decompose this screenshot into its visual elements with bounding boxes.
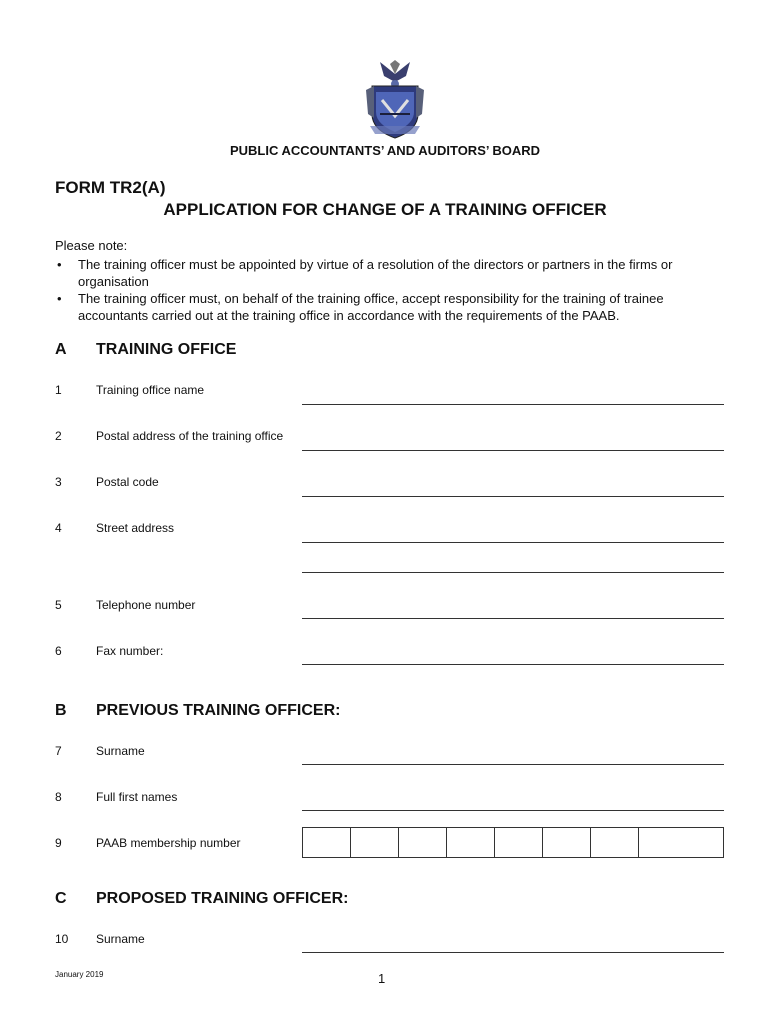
item-5-label: Telephone number <box>96 598 196 612</box>
section-c-letter: C <box>55 890 67 907</box>
item-9-label: PAAB membership number <box>96 836 241 850</box>
membership-digit-box[interactable] <box>399 828 447 857</box>
page-number: 1 <box>378 971 386 986</box>
postal-address-field[interactable] <box>302 450 724 451</box>
note-bullet <box>55 256 695 290</box>
form-title: APPLICATION FOR CHANGE OF A TRAINING OFFICER <box>163 200 607 219</box>
telephone-number-field[interactable] <box>302 618 724 619</box>
notes-heading: Please note: <box>55 238 128 253</box>
bullet-icon: • <box>57 257 62 272</box>
note-text: The training officer must be appointed by virtue of a resolution of the directors or partners in the firms or organisation <box>78 257 673 289</box>
section-c-title: PROPOSED TRAINING OFFICER: <box>96 890 349 907</box>
item-9-number: 9 <box>55 836 62 850</box>
membership-digit-box[interactable] <box>351 828 399 857</box>
section-a-title: TRAINING OFFICE <box>96 341 237 358</box>
item-1-label: Training office name <box>96 383 205 397</box>
form-code: FORM TR2(A) <box>55 178 166 197</box>
item-4-label: Street address <box>96 521 175 535</box>
training-office-name-field[interactable] <box>302 404 724 405</box>
item-10-number: 10 <box>55 932 69 946</box>
street-address-field-line-2[interactable] <box>302 572 724 573</box>
previous-first-names-field[interactable] <box>302 810 724 811</box>
footer-date: January 2019 <box>55 970 104 979</box>
membership-digit-box[interactable] <box>543 828 591 857</box>
item-8-number: 8 <box>55 790 62 804</box>
board-name: PUBLIC ACCOUNTANTS’ AND AUDITORS’ BOARD <box>229 143 541 158</box>
street-address-field-line-1[interactable] <box>302 542 724 543</box>
item-2-label: Postal address of the training office <box>96 429 284 443</box>
membership-digit-box[interactable] <box>447 828 495 857</box>
item-4-number: 4 <box>55 521 62 535</box>
postal-code-field[interactable] <box>302 496 724 497</box>
item-1-number: 1 <box>55 383 62 397</box>
membership-digit-box[interactable] <box>591 828 639 857</box>
note-text: The training officer must, on behalf of the training office, accept responsibility for the training of trainee accountants carried out at the training office in accordance with the requirements of the PAAB. <box>78 291 664 323</box>
item-7-label: Surname <box>96 744 145 758</box>
notes-list <box>55 256 695 324</box>
item-7-number: 7 <box>55 744 62 758</box>
membership-digit-box[interactable] <box>639 828 723 857</box>
membership-digit-box[interactable] <box>495 828 543 857</box>
item-10-label: Surname <box>96 932 145 946</box>
previous-surname-field[interactable] <box>302 764 724 765</box>
item-6-label: Fax number: <box>96 644 164 658</box>
section-a-letter: A <box>55 341 67 358</box>
item-2-number: 2 <box>55 429 62 443</box>
membership-digit-box[interactable] <box>303 828 351 857</box>
proposed-surname-field[interactable] <box>302 952 724 953</box>
item-3-number: 3 <box>55 475 62 489</box>
item-6-number: 6 <box>55 644 62 658</box>
item-8-label: Full first names <box>96 790 178 804</box>
membership-number-boxes <box>302 827 724 858</box>
note-bullet <box>55 290 695 324</box>
bullet-icon: • <box>57 291 62 306</box>
board-crest-logo <box>360 56 430 140</box>
item-5-number: 5 <box>55 598 62 612</box>
item-3-label: Postal code <box>96 475 159 489</box>
section-b-title: PREVIOUS TRAINING OFFICER: <box>96 702 341 719</box>
section-b-letter: B <box>55 702 67 719</box>
fax-number-field[interactable] <box>302 664 724 665</box>
